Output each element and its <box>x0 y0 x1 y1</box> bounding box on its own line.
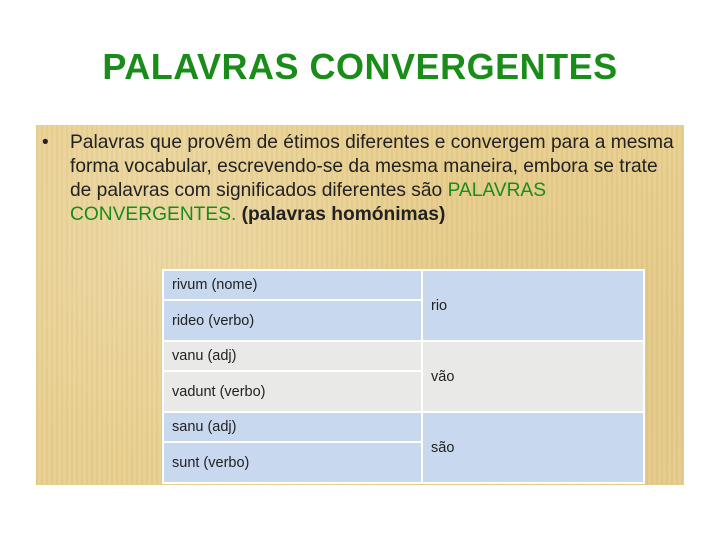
table-cell-etymon: rideo (verbo) <box>163 300 422 341</box>
page-title: PALAVRAS CONVERGENTES <box>102 46 618 87</box>
bullet-marker: • <box>42 132 49 153</box>
table-row <box>163 412 644 442</box>
table-cell-etymon: vadunt (verbo) <box>163 371 422 412</box>
definition-note: (palavras homónimas) <box>241 204 446 225</box>
table-cell-result: rio <box>422 270 644 341</box>
table-cell-etymon: vanu (adj) <box>163 341 422 371</box>
bullet-text <box>70 131 682 227</box>
table-cell-result: são <box>422 412 644 483</box>
table-cell-etymon: sanu (adj) <box>163 412 422 442</box>
definition-highlight: PALAVRAS CONVERGENTES. <box>70 180 547 225</box>
table-cell-etymon: rivum (nome) <box>163 270 422 300</box>
convergent-words-table <box>162 269 645 484</box>
table-row <box>163 270 644 300</box>
definition-text: Palavras que provêm de étimos diferentes e convergem para a mesma forma vocabular, escrevendo-se da mesma maneira, embora se trate de palavras com significados diferentes são <box>70 132 674 201</box>
bullet-paragraph <box>42 131 682 227</box>
table-cell-result: vão <box>422 341 644 412</box>
table-cell-etymon: sunt (verbo) <box>163 442 422 483</box>
table-row <box>163 341 644 371</box>
